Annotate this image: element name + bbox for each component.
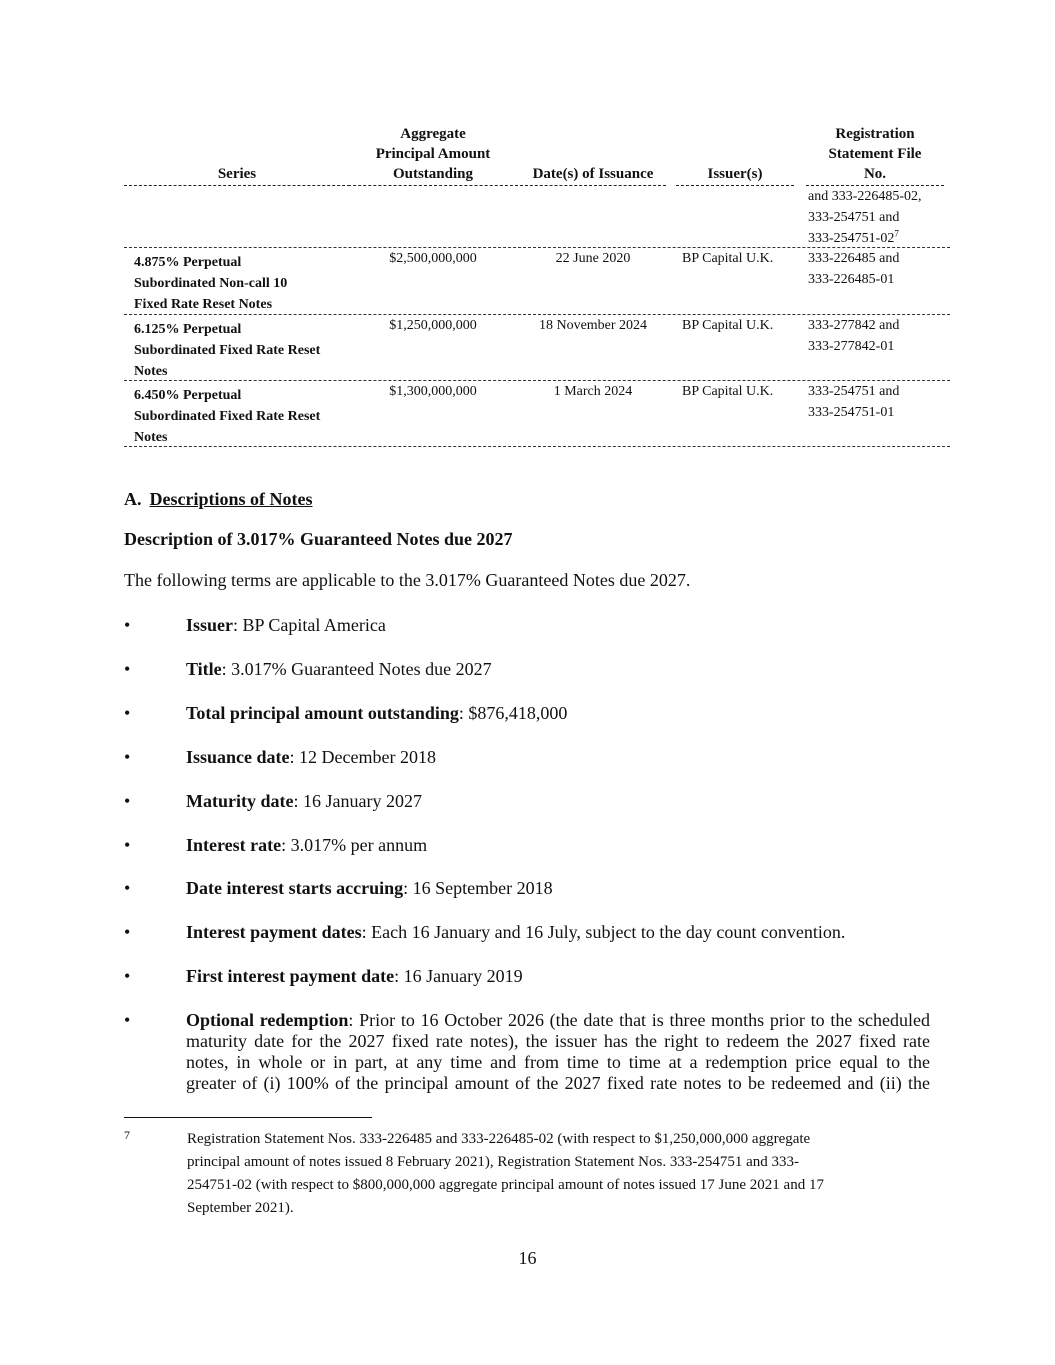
bullet-icon: •	[124, 615, 131, 635]
bullet-icon: •	[124, 878, 131, 898]
header-issuer: Issuer(s)	[676, 164, 794, 186]
cell-date: 1 March 2024	[553, 384, 633, 399]
bullet-icon: •	[124, 966, 131, 986]
page-number: 16	[518, 1248, 537, 1268]
table-header	[124, 124, 950, 186]
table-row	[124, 315, 950, 381]
cell-series: 4.875% Perpetual Subordinated Non-call 10 Fixed Rate Reset Notes	[134, 255, 288, 312]
cell-amount: $1,250,000,000	[389, 318, 477, 333]
footnote-text: Registration Statement Nos. 333-226485 and 333-226485-02 (with respect to $1,250,000,000 aggregate principal amount of notes issued 8 February 2021), Registration Statement Nos. 333-254751 and 333- 254751-02 (with respect to $800,000,000 aggregate principal amount of notes issued 17 June 2021 and 17 September 2021).	[187, 1131, 824, 1216]
cell-registration: 333-254751 and 333-254751-01	[808, 384, 900, 420]
cell-registration: and 333-226485-02, 333-254751 and $333-254751-02^7$	[808, 189, 922, 246]
header-registration: Registration Statement File No.	[806, 124, 944, 186]
bullet-icon: •	[124, 1010, 131, 1030]
cell-series: 6.125% Perpetual Subordinated Fixed Rate Reset Notes	[134, 322, 321, 379]
notes-table	[124, 124, 950, 447]
footnote-divider	[124, 1117, 372, 1118]
bullet-icon: •	[124, 835, 131, 855]
cell-series: 6.450% Perpetual Subordinated Fixed Rate Reset Notes	[134, 388, 321, 445]
bullet-icon: •	[124, 922, 131, 942]
cell-issuer: BP Capital U.K.	[682, 384, 774, 399]
bullet-icon: •	[124, 659, 131, 679]
footnote-number: 7	[124, 1128, 130, 1142]
cell-issuer: BP Capital U.K.	[682, 318, 774, 333]
cell-amount: $2,500,000,000	[389, 251, 477, 266]
cell-date: 22 June 2020	[555, 251, 631, 266]
bullet-icon: •	[124, 703, 131, 723]
subheading: Description of 3.017% Guaranteed Notes due 2027	[124, 529, 513, 549]
cell-registration: 333-226485 and 333-226485-01	[808, 251, 900, 287]
footnote-ref[interactable]: 7	[894, 228, 899, 239]
bullet-icon: •	[124, 791, 131, 811]
header-dates: Date(s) of Issuance	[520, 164, 666, 186]
table-row	[124, 248, 950, 315]
cell-issuer: BP Capital U.K.	[682, 251, 774, 266]
cell-amount: $1,300,000,000	[389, 384, 477, 399]
header-series: Series	[124, 164, 350, 186]
section-label: A.	[124, 489, 142, 509]
header-amount: Aggregate Principal Amount Outstanding	[348, 124, 518, 186]
table-row	[124, 381, 950, 447]
cell-registration: 333-277842 and 333-277842-01	[808, 318, 900, 354]
section-heading	[124, 489, 312, 510]
bullet-icon: •	[124, 747, 131, 767]
section-title: Descriptions of Notes	[149, 489, 313, 509]
document-page: Series Aggregate Principal Amount Outstanding Date(s) of Issuance Issuer(s) Registration Statement File No. and 333-226485-02, 333-254751 and $333-254751-02^7$ 4.875% Perpetual Subordinated Non-call 10 Fixed Rate Reset Notes $2,500,000,000 22 June 2020 BP Capital U.K. 333-226485 and 333-226485-01 6.125% Perpetual Subordinated Fixed Rate Reset Notes $1,250,000,000 18 November 2024 BP Capital U.K. 333-277842 and 333-277842-01 6.450% Perpetual Subordinated Fixed Rate Reset Notes $1,300,000,000 1 March 2024 BP Capital U.K. 333-254751 and 333-254751-01 A. Descriptions of Notes Description of 3.017% Guaranteed Notes due 2027 The following terms are applicable to the 3.017% Guaranteed Notes due 2027. • Issuer: BP Capital America • Title: 3.017% Guaranteed Notes due 2027 • Total principal amount outstanding: $876,418,000 • Issuance date: 12 December 2018 • Maturity date: 16 January 2027 • Interest rate: 3.017% per annum • Date interest starts accruing: 16 September 2018 • Interest payment dates: Each 16 January and 16 July, subject to the day count convention. • First interest payment date: 16 January 2019 • Optional redemption: Prior to 16 October 2026 (the date that is three months prior to the scheduled maturity date for the 2027 fixed rate notes), the issuer has the right to redeem the 2027 fixed rate notes, in whole or in part, at any time and from time to time at a redemption price equal to the greater of (i) 100% of the principal amount of the 2027 fixed rate notes to be redeemed and (ii) the 7 Registration Statement Nos. 333-226485 and 333-226485-02 (with respect to $1,250,000,000 aggregate principal amount of notes issued 8 February 2021), Registration Statement Nos. 333-254751 and 333- 254751-02 (with respect to $800,000,000 aggregate principal amount of notes issued 17 June 2021 and 17 September 2021). 16	[0, 0, 1055, 1365]
cell-date: 18 November 2024	[538, 318, 648, 333]
table-row-continuation	[124, 186, 950, 248]
intro-paragraph: The following terms are applicable to the 3.017% Guaranteed Notes due 2027.	[124, 570, 691, 590]
